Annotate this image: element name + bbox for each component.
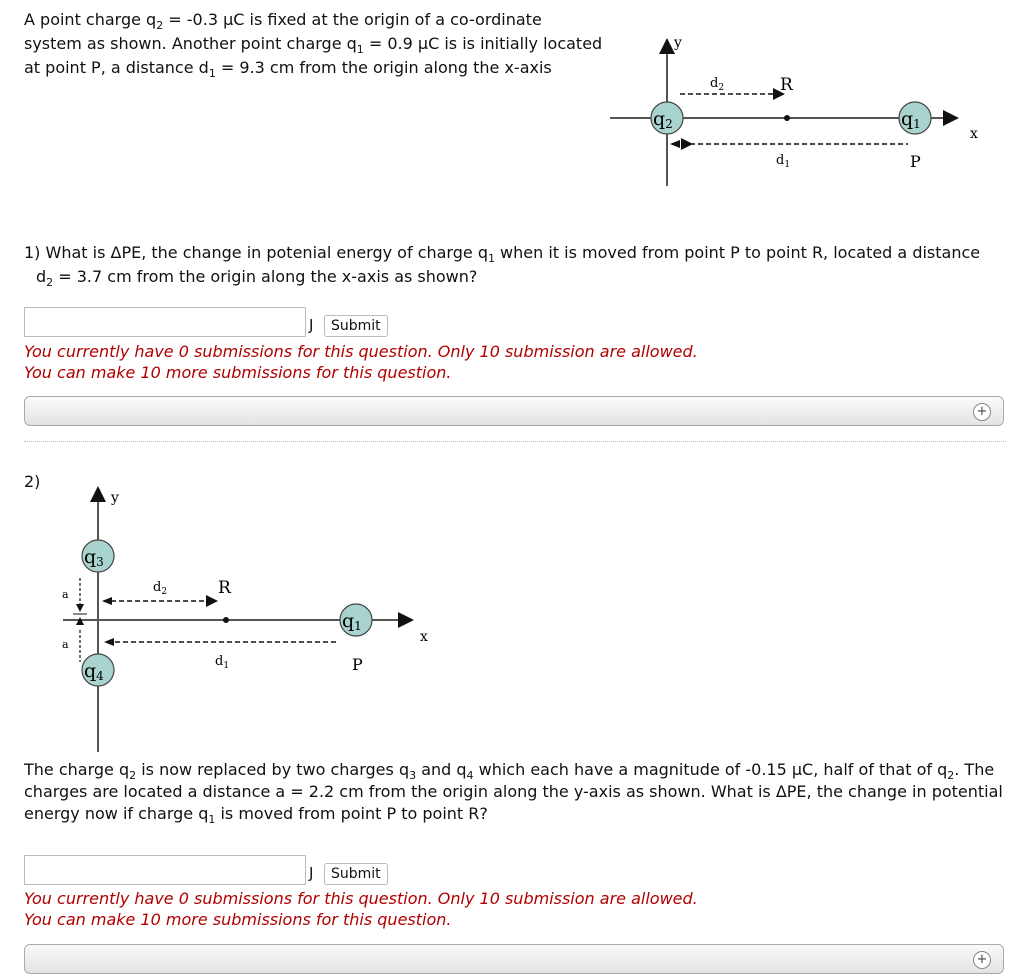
charge-diagram-1 (600, 30, 1000, 195)
x-axis-label: x (420, 629, 428, 645)
point-r-dot (784, 115, 790, 121)
point-r-dot (223, 617, 229, 623)
answer-input-2[interactable] (24, 855, 306, 885)
section-divider (24, 441, 1006, 442)
expand-bar-1[interactable] (24, 396, 1004, 426)
point-p-label: P (910, 152, 921, 171)
unit-label-2: J (309, 864, 314, 882)
submit-button-1[interactable]: Submit (324, 315, 388, 337)
unit-label-1: J (309, 316, 314, 334)
d2-label: $d_2$ (153, 580, 168, 597)
charge-q1-label: q1 (901, 108, 921, 131)
intro-text: A point charge $q_2 = -0.3$ μC is fixed at the origin of a co-ordinate system as shown. Another point charge $q_1 = 0.9$ μC is is initially located at point P, a distance $d_1 = 9.3$ cm from the origin along the x-axis (24, 10, 603, 81)
d1-label: $d_1$ (776, 153, 791, 170)
submit-button-2[interactable]: Submit (324, 863, 388, 885)
d1-label: $d_1$ (215, 654, 230, 671)
d2-label: $d_2$ (710, 76, 725, 93)
point-r-label: R (780, 75, 793, 95)
a-label-bottom: a (62, 638, 69, 651)
y-axis-label: y (674, 35, 682, 51)
question-2-text: The charge $q_2$ is now replaced by two charges $q_3$ and $q_4$ which each have a magnitude of -0.15 μC, half of that of $q_2$. The charges are located a distance a = 2.2 cm from the origin along the y-axis as shown. What is ΔPE, the change in potential energy now if charge $q_1$ is moved from point P to point R? (24, 760, 1003, 827)
plus-circle-icon[interactable]: + (973, 403, 991, 421)
submission-message-2a: You currently have 0 submissions for this question. Only 10 submission are allowed. (24, 889, 698, 908)
question-2-number: 2) (24, 472, 41, 491)
submission-message-2b: You can make 10 more submissions for this question. (24, 910, 452, 929)
question-1-text: 1) What is ΔPE, the change in potenial energy of charge $q_1$ when it is moved from point P to point R, located a distance $d_2 = 3.7$ cm from the origin along the x-axis as shown? (24, 243, 981, 290)
point-p-label: P (352, 655, 363, 674)
charge-q2-label: q2 (653, 108, 673, 131)
submission-message-1b: You can make 10 more submissions for this question. (24, 363, 452, 382)
answer-input-1[interactable] (24, 307, 306, 337)
x-axis-label: x (970, 126, 978, 142)
point-r-label: R (218, 578, 231, 598)
charge-q4-label: q4 (84, 660, 104, 683)
plus-circle-icon[interactable]: + (973, 951, 991, 969)
charge-q3-label: q3 (84, 546, 104, 569)
a-label-top: a (62, 588, 69, 601)
y-axis-label: y (111, 490, 119, 506)
submission-message-1a: You currently have 0 submissions for this question. Only 10 submission are allowed. (24, 342, 698, 361)
expand-bar-2[interactable] (24, 944, 1004, 974)
charge-q1-label: q1 (342, 610, 362, 633)
charge-diagram-2 (55, 480, 450, 755)
